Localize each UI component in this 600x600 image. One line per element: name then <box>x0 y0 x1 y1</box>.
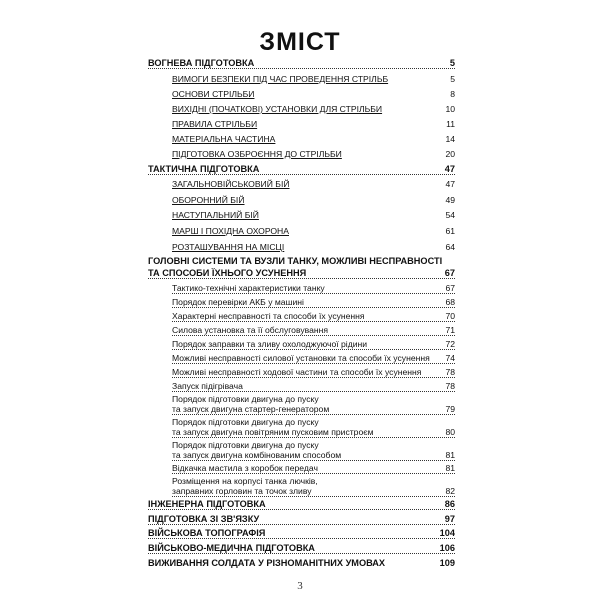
toc-entry-page: 74 <box>445 353 455 363</box>
toc-entry[interactable] <box>172 89 455 100</box>
toc-entry-page: 64 <box>445 242 455 252</box>
toc-entry-text: Тактико-технічні характеристики танку <box>172 283 325 293</box>
toc-entry-page: 80 <box>445 427 455 437</box>
toc-entry-text: МАРШ І ПОХІДНА ОХОРОНА <box>172 226 289 236</box>
toc-entry-text: Порядок перевірки АКБ у машині <box>172 297 304 307</box>
toc-entry-text: ПІДГОТОВКА ОЗБРОЄННЯ ДО СТРІЛЬБИ <box>172 149 342 159</box>
toc-entry-soldier-survival[interactable] <box>148 558 455 569</box>
toc-entry-page: 82 <box>445 486 455 496</box>
toc-entry-text: ОБОРОННИЙ БІЙ <box>172 195 245 205</box>
toc-entry-text: Характерні несправності та способи їх усунення <box>172 311 365 321</box>
toc-entry-page: 14 <box>445 134 455 144</box>
toc-entry[interactable] <box>172 226 455 237</box>
toc-entry-tactical-training[interactable] <box>148 164 455 175</box>
toc-entry[interactable] <box>172 339 455 350</box>
toc-entry-text: ВІЙСЬКОВО-МЕДИЧНА ПІДГОТОВКА <box>148 543 315 553</box>
toc-entry-text: ТА СПОСОБИ ЇХНЬОГО УСУНЕННЯ <box>148 268 307 278</box>
toc-entry-page: 67 <box>444 268 455 278</box>
toc-entry[interactable] <box>172 353 455 364</box>
toc-entry-text: Порядок підготовки двигуна до пуску <box>172 394 319 404</box>
toc-entry-page: 68 <box>445 297 455 307</box>
toc-entry-tank-systems[interactable] <box>148 256 455 267</box>
toc-entry-military-topography[interactable] <box>148 528 455 539</box>
page-title: ЗМІСТ <box>259 28 341 56</box>
toc-entry[interactable] <box>172 404 455 415</box>
toc-entry[interactable] <box>172 134 455 145</box>
toc-entry-page: 11 <box>446 119 455 129</box>
toc-entry-tank-systems-cont[interactable] <box>148 268 455 279</box>
toc-entry-page: 67 <box>445 283 455 293</box>
toc-entry-page: 106 <box>439 543 455 553</box>
toc-entry[interactable] <box>172 74 455 85</box>
toc-entry-text: ГОЛОВНІ СИСТЕМИ ТА ВУЗЛИ ТАНКУ, МОЖЛИВІ НЕСПРАВНОСТІ <box>148 256 443 266</box>
toc-entry-text: ІНЖЕНЕРНА ПІДГОТОВКА <box>148 499 266 509</box>
toc-entry[interactable] <box>172 450 455 461</box>
toc-entry[interactable] <box>172 427 455 438</box>
toc-entry[interactable] <box>172 179 455 190</box>
toc-entry-text: заправних горловин та точок зливу <box>172 486 312 496</box>
toc-entry-text: Силова установка та її обслуговування <box>172 325 329 335</box>
toc-entry-page: 78 <box>445 367 455 377</box>
toc-entry-fire-training[interactable] <box>148 58 455 69</box>
toc-entry[interactable] <box>172 104 455 115</box>
toc-entry[interactable] <box>172 119 455 130</box>
toc-entry-text: Запуск підігрівача <box>172 381 243 391</box>
toc-entry[interactable] <box>172 210 455 221</box>
toc-entry[interactable] <box>172 149 455 160</box>
toc-entry-text: Порядок підготовки двигуна до пуску <box>172 417 319 427</box>
toc-entry-text: та запуск двигуна повітряним пусковим пристроєм <box>172 427 374 437</box>
toc-entry-text: Можливі несправності силової установки та способи їх усунення <box>172 353 430 363</box>
toc-entry[interactable] <box>172 486 455 497</box>
toc-entry-text: ВІЙСЬКОВА ТОПОГРАФІЯ <box>148 528 266 538</box>
toc-entry[interactable] <box>172 463 455 474</box>
toc-entry[interactable] <box>172 381 455 392</box>
toc-entry-text: Можливі несправності ходової частини та способи їх усунення <box>172 367 422 377</box>
toc-entry-page: 72 <box>445 339 455 349</box>
toc-entry-text: ЗАГАЛЬНОВІЙСЬКОВИЙ БІЙ <box>172 179 290 189</box>
toc-entry-text: Розміщення на корпусі танка лючків, <box>172 476 318 486</box>
page-number: 3 <box>297 580 303 592</box>
toc-entry-text: ПРАВИЛА СТРІЛЬБИ <box>172 119 258 129</box>
toc-entry-page: 10 <box>445 104 455 114</box>
toc-entry-communications-training[interactable] <box>148 514 455 525</box>
toc-entry-page: 70 <box>445 311 455 321</box>
toc-entry-text: ВИЖИВАННЯ СОЛДАТА У РІЗНОМАНІТНИХ УМОВАХ <box>148 558 386 568</box>
toc-entry-text: Порядок підготовки двигуна до пуску <box>172 440 319 450</box>
toc-entry-text: Порядок заправки та зливу охолоджуючої рідини <box>172 339 368 349</box>
toc-entry-page: 79 <box>445 404 455 414</box>
toc-entry-page: 86 <box>444 499 455 509</box>
toc-entry-page: 61 <box>445 226 455 236</box>
toc-entry-text: ВИХІДНІ (ПОЧАТКОВІ) УСТАНОВКИ ДЛЯ СТРІЛЬБИ <box>172 104 383 114</box>
toc-entry[interactable] <box>172 283 455 294</box>
toc-entry-text: Відкачка мастила з коробок передач <box>172 463 318 473</box>
toc-entry-page: 71 <box>445 325 455 335</box>
toc-entry-page: 5 <box>449 58 455 68</box>
toc-entry-text: ВОГНЕВА ПІДГОТОВКА <box>148 58 255 68</box>
toc-entry-page: 81 <box>445 463 455 473</box>
toc-entry-text: ТАКТИЧНА ПІДГОТОВКА <box>148 164 260 174</box>
toc-entry-page: 47 <box>444 164 455 174</box>
toc-entry-page: 47 <box>445 179 455 189</box>
toc-entry[interactable] <box>172 195 455 206</box>
toc-entry-page: 78 <box>445 381 455 391</box>
toc-entry[interactable] <box>172 242 455 253</box>
toc-entry-text: РОЗТАШУВАННЯ НА МІСЦІ <box>172 242 285 252</box>
toc-entry-page: 104 <box>439 528 455 538</box>
toc-entry-text: та запуск двигуна комбінованим способом <box>172 450 342 460</box>
toc-entry-page: 5 <box>450 74 455 84</box>
toc-entry-text: та запуск двигуна стартер-генератором <box>172 404 330 414</box>
toc-entry-text: МАТЕРІАЛЬНА ЧАСТИНА <box>172 134 276 144</box>
toc-entry-page: 109 <box>439 558 455 568</box>
toc-entry[interactable] <box>172 325 455 336</box>
toc-entry-page: 20 <box>445 149 455 159</box>
toc-entry-page: 8 <box>450 89 455 99</box>
toc-entry[interactable] <box>172 367 455 378</box>
toc-entry[interactable] <box>172 311 455 322</box>
toc-entry-page: 97 <box>444 514 455 524</box>
toc-entry-text: ОСНОВИ СТРІЛЬБИ <box>172 89 255 99</box>
toc-entry-text: ПІДГОТОВКА ЗІ ЗВ'ЯЗКУ <box>148 514 260 524</box>
toc-entry-text: НАСТУПАЛЬНИЙ БІЙ <box>172 210 259 220</box>
toc-entry-page: 81 <box>445 450 455 460</box>
toc-entry-engineering-training[interactable] <box>148 499 455 510</box>
toc-entry-page: 54 <box>445 210 455 220</box>
toc-entry-page: 49 <box>445 195 455 205</box>
toc-entry[interactable] <box>172 297 455 308</box>
toc-entry-military-medical-training[interactable] <box>148 543 455 554</box>
toc-entry-text: ВИМОГИ БЕЗПЕКИ ПІД ЧАС ПРОВЕДЕННЯ СТРІЛЬБ <box>172 74 389 84</box>
